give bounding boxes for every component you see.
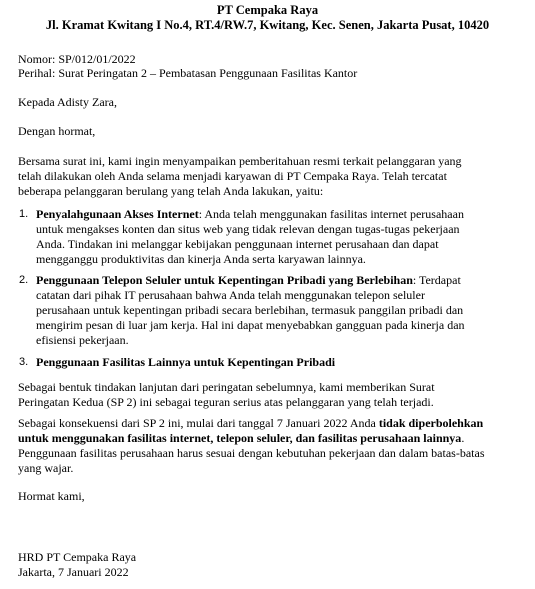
consequence-line: yang wajar.: [18, 461, 74, 475]
list-number: 1.: [19, 208, 29, 220]
followup-line: Peringatan Kedua (SP 2) ini sebagai teguran serius atas pelanggaran yang telah terjadi.: [18, 395, 434, 409]
violation-text: Anda. Tindakan ini melanggar kebijakan penggunaan internet perusahaan dan dapat: [36, 237, 439, 251]
violation-item: [19, 355, 522, 370]
recipient: Kepada Adisty Zara,: [18, 95, 117, 109]
signature-place-date: Jakarta, 7 Januari 2022: [18, 565, 129, 579]
violation-text: perusahaan untuk kepentingan pribadi secara berlebihan, termasuk panggilan pribadi dan: [36, 303, 464, 317]
violation-text: efisiensi pekerjaan.: [36, 333, 129, 347]
greeting: Dengan hormat,: [18, 124, 96, 138]
violation-text: untuk mengakses konten dan situs web yang tidak relevan dengan tugas-tugas pekerjaan: [36, 222, 460, 236]
signature-name: HRD PT Cempaka Raya: [18, 550, 137, 564]
letter-subject: Perihal: Surat Peringatan 2 – Pembatasan Penggunaan Fasilitas Kantor: [18, 66, 358, 80]
consequence-line: Penggunaan fasilitas perusahaan harus sesuai dengan kebutuhan pekerjaan dan dalam batas-batas: [18, 446, 485, 460]
violation-item: [19, 207, 522, 267]
violation-text: catatan dari pihak IT perusahaan bahwa Anda telah menggunakan telepon seluler: [36, 288, 425, 302]
violation-text: : Anda telah menggunakan fasilitas internet perusahaan: [198, 207, 464, 221]
list-number: 2.: [19, 274, 29, 286]
consequence-emphasis: tidak diperbolehkan: [378, 416, 484, 430]
consequence-text: Sebagai konsekuensi dari SP 2 ini, mulai dari tanggal 7 Januari 2022 Anda: [18, 416, 379, 430]
company-address: Jl. Kramat Kwitang I No.4, RT.4/RW.7, Kwitang, Kec. Senen, Jakarta Pusat, 10420: [45, 18, 490, 32]
intro-line: telah dilakukan oleh Anda selama menjadi karyawan di PT Cempaka Raya. Telah tercatat: [18, 169, 447, 183]
violation-text: mengganggu produktivitas dan kinerja Anda serta karyawan lainnya.: [36, 252, 366, 266]
violation-item: [19, 273, 522, 348]
list-number: 3.: [19, 356, 29, 368]
followup-line: Sebagai bentuk tindakan lanjutan dari peringatan sebelumnya, kami memberikan Surat: [18, 380, 435, 394]
letter-number: Nomor: SP/012/01/2022: [18, 52, 136, 66]
closing: Hormat kami,: [18, 489, 85, 503]
company-name: PT Cempaka Raya: [216, 3, 319, 17]
violation-title: Penyalahgunaan Akses Internet: [36, 207, 199, 221]
consequence-emphasis: untuk menggunakan fasilitas internet, telepon seluler, dan fasilitas perusahaan lainnya: [18, 431, 462, 445]
violation-text: mengirim pesan di luar jam kerja. Hal ini dapat menyebabkan gangguan pada kinerja dan: [36, 318, 465, 332]
consequence-text: .: [461, 431, 465, 445]
violation-text: : Terdapat: [412, 273, 461, 287]
violation-title: Penggunaan Telepon Seluler untuk Kepentingan Pribadi yang Berlebihan: [36, 273, 413, 287]
intro-line: beberapa pelanggaran berulang yang telah Anda lakukan, yaitu:: [18, 184, 324, 198]
intro-line: Bersama surat ini, kami ingin menyampaikan pemberitahuan resmi terkait pelanggaran yang: [18, 154, 462, 168]
violation-title: Penggunaan Fasilitas Lainnya untuk Kepentingan Pribadi: [36, 355, 336, 369]
